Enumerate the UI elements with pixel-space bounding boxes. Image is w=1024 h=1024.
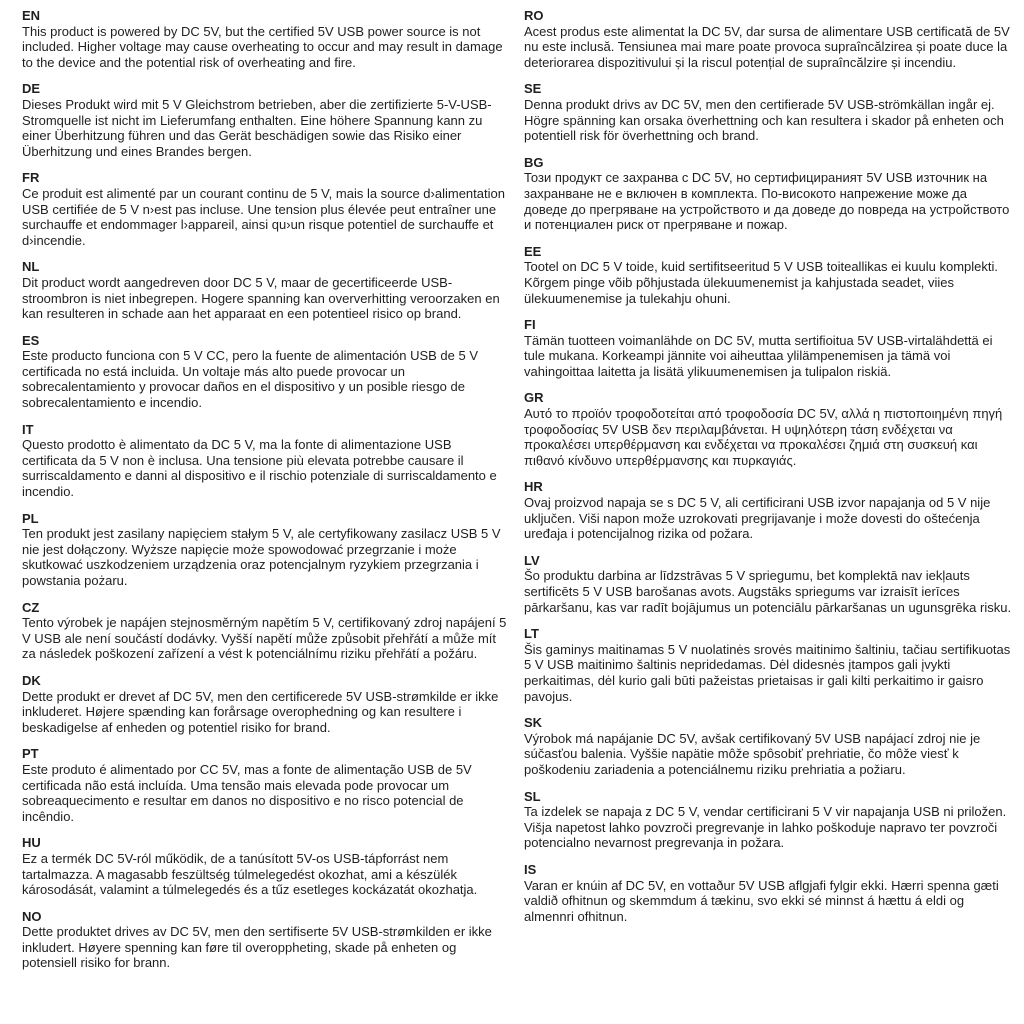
lang-code-is: IS (524, 861, 537, 877)
lang-section-dk (22, 673, 510, 735)
lang-section-is (524, 862, 1012, 924)
lang-section-no (22, 909, 510, 971)
lang-text-is: Varan er knúin af DC 5V, en vottaður 5V USB aflgjafi fylgir ekki. Hærri spenna gæti valdið ofhitnun og skemmdum á tækinu, svo ekki sé minnst á hættu á eldi og almennri ofhitnun. (524, 877, 999, 924)
left-column (22, 8, 510, 982)
lang-text-cz: Tento výrobek je napájen stejnosměrným napětím 5 V, certifikovaný zdroj napájení 5 V USB ale není součástí dodávky. Vyšší napětí může způsobit přehřátí a může mít za následek poškození zařízení a vést k potenciálnímu riziku přehřátí a požáru. (22, 615, 507, 662)
lang-text-hr: Ovaj proizvod napaja se s DC 5 V, ali certificirani USB izvor napajanja od 5 V nije uključen. Viši napon može uzrokovati pregrijavanje i može dovesti do oštećenja uređaja i potencijalnog rizika od požara. (524, 495, 991, 542)
lang-section-ro (524, 8, 1012, 70)
lang-text-lv: Šo produktu darbina ar līdzstrāvas 5 V spriegumu, bet komplektā nav iekļauts sertificēts 5 V USB barošanas avots. Augstāks spriegums var izraisīt ierīces pārkaršanu, kas var radīt bojājumus un potenciālu pārkaršanas un ugunsgrēka risku. (524, 568, 1012, 615)
lang-section-hu (22, 835, 510, 897)
lang-text-gr: Αυτό το προϊόν τροφοδοτείται από τροφοδοσία DC 5V, αλλά η πιστοποιημένη πηγή τροφοδοσίας 5V USB δεν περιλαμβάνεται. Η υψηλότερη τάση ενδέχεται να προκαλέσει υπερθέρμανση και ενδέχεται να προκαλέσει ζημιά στη συσκευή και πιθανό κίνδυνο υπερθέρμανσης και πυρκαγιάς. (524, 406, 1003, 468)
lang-text-hu: Ez a termék DC 5V-ról működik, de a tanúsított 5V-os USB-tápforrást nem tartalmazza. A magasabb feszültség túlmelegedést okozhat, ami a készülék károsodását, valamint a túlmelegedés és a tűz esetleges kockázatát okozhatja. (22, 850, 478, 898)
lang-text-en: This product is powered by DC 5V, but the certified 5V USB power source is not included. Higher voltage may cause overheating to occur and may result in damage to the device and the potential risk of overheating and fire. (22, 23, 503, 70)
lang-section-sl (524, 789, 1012, 851)
lang-section-sk (524, 715, 1012, 777)
lang-code-no: NO (22, 908, 42, 924)
lang-text-dk: Dette produkt er drevet af DC 5V, men den certificerede 5V USB-strømkilde er ikke inkluderet. Højere spænding kan forårsage overophedning og kan resultere i beskadigelse af enheden og potentiel risiko for brand. (22, 688, 499, 735)
lang-text-sk: Výrobok má napájanie DC 5V, avšak certifikovaný 5V USB napájací zdroj nie je súčasťou balenia. Vyššie napätie môže spôsobiť prehriatie, čo môže viesť k poškodeniu zariadenia a potenciálnemu riziku prehriatia a požiaru. (524, 730, 981, 777)
lang-section-en (22, 8, 510, 70)
lang-section-fi (524, 317, 1012, 379)
lang-text-nl: Dit product wordt aangedreven door DC 5 V, maar de gecertificeerde USB-stroombron is niet inbegrepen. Hogere spanning kan oververhitting veroorzaken en kan resulteren in schade aan het apparaat en een potentieel risico op brand. (22, 274, 500, 322)
lang-text-no: Dette produktet drives av DC 5V, men den sertifiserte 5V USB-strømkilden er ikke inkludert. Høyere spenning kan føre til overoppheting, skade på enheten og potensiell risiko for brann. (22, 924, 492, 971)
lang-code-ee: EE (524, 243, 542, 259)
lang-code-it: IT (22, 421, 34, 437)
lang-code-en: EN (22, 8, 41, 23)
lang-code-se: SE (524, 81, 542, 97)
lang-text-ee: Tootel on DC 5 V toide, kuid sertifitseeritud 5 V USB toiteallikas ei kuulu komplekti. Kõrgem pinge võib põhjustada ülekuumenemist ja kahjustada seadet, viies ülekuumenemise ja tulekahju ohuni. (524, 259, 999, 306)
lang-section-fr (22, 170, 510, 248)
lang-section-de (22, 81, 510, 159)
lang-text-pt: Este produto é alimentado por CC 5V, mas a fonte de alimentação USB de 5V certificada não está incluída. Uma tensão mais elevada pode provocar um sobreaquecimento e resultar em danos no dispositivo e no risco potencial de incêndio. (22, 761, 472, 824)
lang-code-cz: CZ (22, 599, 40, 615)
lang-section-pl (22, 511, 510, 589)
lang-code-pt: PT (22, 746, 39, 762)
lang-code-gr: GR (524, 390, 544, 406)
lang-code-pl: PL (22, 510, 39, 526)
lang-text-de: Dieses Produkt wird mit 5 V Gleichstrom betrieben, aber die zertifizierte 5-V-USB-Stromquelle ist nicht im Lieferumfang enthalten. Eine höhere Spannung kann zu einer Überhitzung führen und das Gerät beschädigen sowie das Risiko einer Überhitzung und eines Brandes bergen. (22, 96, 492, 159)
lang-section-se (524, 81, 1012, 143)
lang-code-lv: LV (524, 552, 540, 568)
lang-code-dk: DK (22, 672, 41, 688)
lang-code-lt: LT (524, 626, 539, 642)
lang-section-ee (524, 244, 1012, 306)
lang-code-sk: SK (524, 715, 543, 731)
lang-section-lt (524, 626, 1012, 704)
lang-code-de: DE (22, 81, 41, 97)
lang-code-sl: SL (524, 788, 541, 804)
lang-section-cz (22, 600, 510, 662)
lang-text-se: Denna produkt drivs av DC 5V, men den certifierade 5V USB-strömkällan ingår ej. Högre spänning kan orsaka överhettning och kan resultera i skador på enheten och potentiell risk för överhettning och brand. (524, 96, 1004, 144)
lang-section-hr (524, 479, 1012, 541)
lang-text-sl: Ta izdelek se napaja z DC 5 V, vendar certificirani 5 V vir napajanja USB ni priložen. Višja napetost lahko povzroči pregrevanje in lahko poškoduje napravo ter povzroči potencialno nevarnost pregrevanja in požara. (524, 804, 1007, 851)
lang-section-es (22, 333, 510, 411)
lang-code-hr: HR (524, 479, 543, 495)
lang-section-gr (524, 390, 1012, 468)
lang-text-fr: Ce produit est alimenté par un courant continu de 5 V, mais la source d›alimentation USB certifiée de 5 V n›est pas incluse. Une tension plus élevée peut entraîner une surchauffe et endommager l›appareil, ainsi qu›un risque potentiel de surchauffe et d›incendie. (22, 185, 505, 248)
lang-text-fi: Tämän tuotteen voimanlähde on DC 5V, mutta sertifioitua 5V USB-virtalähdettä ei tule mukana. Korkeampi jännite voi aiheuttaa ylilämpenemisen ja tämä voi vahingoittaa laitetta ja lisätä ylikuumenemisen ja tulipalon riskiä. (524, 332, 993, 379)
lang-section-lv (524, 553, 1012, 615)
lang-section-nl (22, 259, 510, 321)
lang-code-fr: FR (22, 170, 40, 186)
lang-code-bg: BG (524, 154, 544, 170)
right-column (524, 8, 1012, 982)
lang-text-ro: Acest produs este alimentat la DC 5V, dar sursa de alimentare USB certificată de 5V nu este inclusă. Tensiunea mai mare poate provoca supraîncălzirea și poate duce la deteriorarea dispozitivului și la riscul potențial de supraîncălzire și incendiu. (524, 23, 1010, 70)
lang-code-fi: FI (524, 317, 536, 333)
lang-text-it: Questo prodotto è alimentato da DC 5 V, ma la fonte di alimentazione USB certificata da 5 V non è inclusa. Una tensione più elevata potrebbe causare il surriscaldamento e danni al dispositivo e il rischio potenziale di surriscaldamento e incendio. (22, 437, 497, 500)
lang-section-it (22, 422, 510, 500)
lang-code-ro: RO (524, 8, 544, 23)
lang-text-pl: Ten produkt jest zasilany napięciem stałym 5 V, ale certyfikowany zasilacz USB 5 V nie jest dołączony. Wyższe napięcie może spowodować przegrzanie i może skutkować uszkodzeniem urządzenia oraz potencjalnym ryzykiem przegrzania i powstania pożaru. (22, 526, 501, 588)
lang-text-lt: Šis gaminys maitinamas 5 V nuolatinės srovės maitinimo šaltiniu, tačiau sertifikuotas 5 V USB maitinimo šaltinis nepridedamas. Dėl didesnės įtampos gali įvykti perkaitimas, dėl kurio gali būti pažeistas prietaisas ir gali kilti perkaitimo ir gaisro pavojus. (524, 641, 1011, 704)
lang-code-hu: HU (22, 835, 41, 851)
lang-section-bg (524, 155, 1012, 233)
lang-text-es: Este producto funciona con 5 V CC, pero la fuente de alimentación USB de 5 V certificada no está incluida. Un voltaje más alto puede provocar un sobrecalentamiento y provocar daños en el dispositivo y un posible riesgo de sobrecalentamiento e incendio. (22, 348, 478, 411)
lang-section-pt (22, 746, 510, 824)
lang-text-bg: Този продукт се захранва с DC 5V, но сертифицираният 5V USB източник на захранване не е включен в комплекта. По-високото напрежение може да доведе до прегряване на устройството и да доведе до повреда на устройството и потенциален риск от прегряване и пожар. (524, 170, 1010, 233)
lang-code-nl: NL (22, 259, 40, 275)
lang-code-es: ES (22, 332, 40, 348)
